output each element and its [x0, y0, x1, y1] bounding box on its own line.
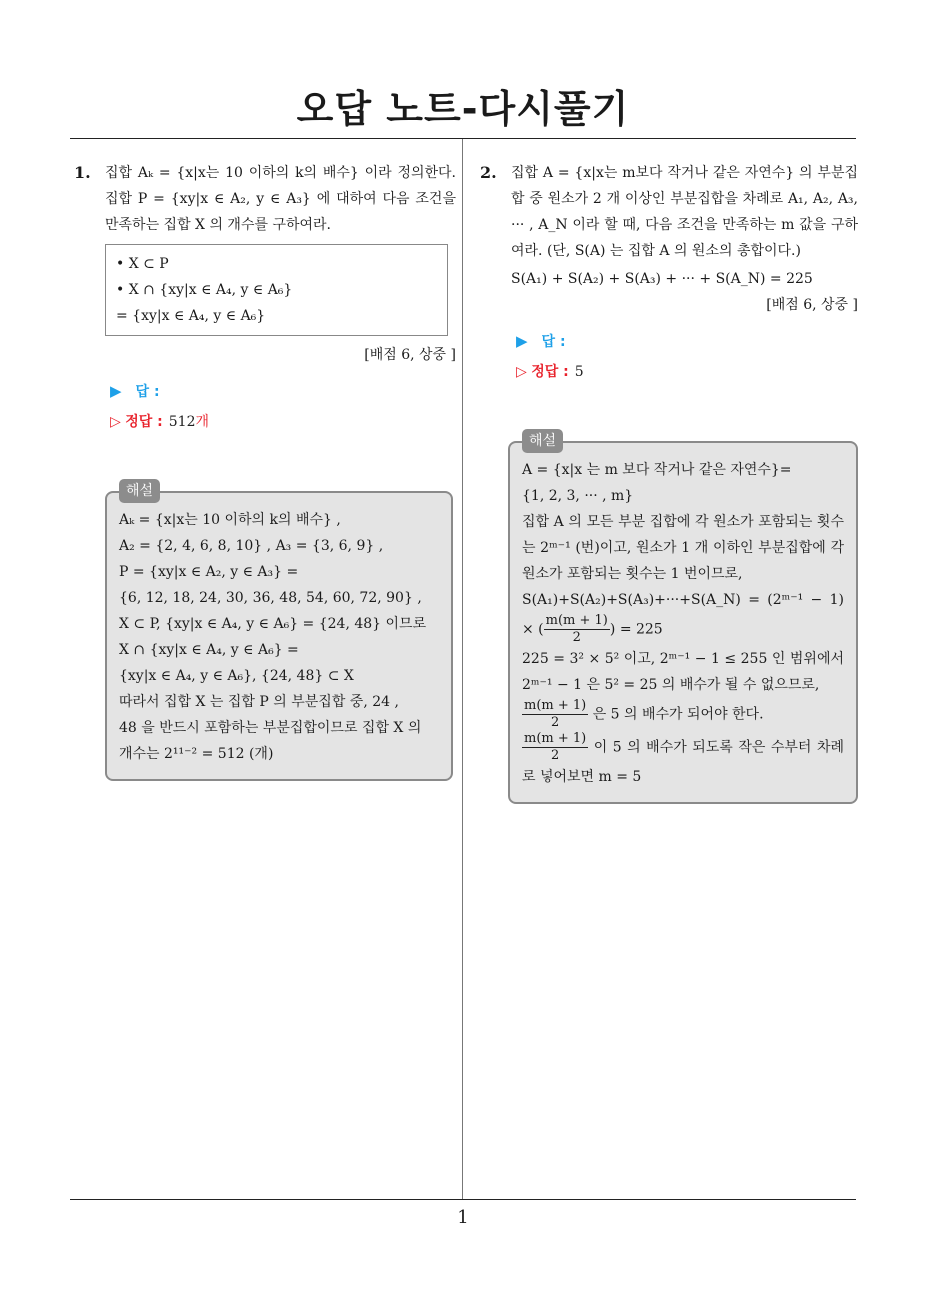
question-2 [480, 160, 858, 804]
solution-line: Aₖ = {x|x는 10 이하의 k의 배수} , [119, 512, 341, 528]
solution-line: 개수는 2¹¹⁻² = 512 (개) [119, 746, 274, 762]
correct-answer-row [110, 409, 456, 435]
question-text: 집합 Aₖ = {x|x는 10 이하의 k의 배수} 이라 정의한다. 집합 P = {xy|x ∈ A₂, y ∈ A₃} 에 대하여 다음 조건을 만족하는 집합 X 의 개수를 구하여라. [105, 165, 456, 233]
solution-text: = 225 [619, 621, 663, 638]
footer-rule [70, 1199, 856, 1200]
solution-line [522, 698, 844, 731]
solution-line: {6, 12, 18, 24, 30, 36, 48, 54, 60, 72, 90} , [119, 590, 422, 606]
fraction [522, 698, 588, 731]
fraction-numerator: m(m + 1) [524, 698, 587, 713]
correct-value: 512 [168, 414, 196, 430]
solution-line: 225 = 3² × 5² 이고, 2ᵐ⁻¹ − 1 ≤ 255 인 범위에서 2ᵐ⁻¹ − 1 은 5² = 25 의 배수가 될 수 없으므로, [522, 651, 844, 693]
solution-box [105, 483, 453, 781]
page-number: 1 [457, 1207, 469, 1228]
score-label: [배점 6, 상중 ] [364, 347, 456, 363]
solution-box [508, 433, 858, 804]
answer-label: 답 : [135, 384, 160, 400]
solution-line: X ∩ {xy|x ∈ A₄, y ∈ A₆} = [119, 642, 299, 658]
answer-row [516, 328, 858, 355]
solution-line: 48 을 반드시 포함하는 부분집합이므로 집합 X 의 [119, 720, 422, 736]
solution-text: 은 5 의 배수가 되어야 한다. [592, 706, 764, 723]
solution-line: A = {x|x 는 m 보다 작거나 같은 자연수}= [522, 462, 792, 478]
play-triangle-icon: ▶ [516, 332, 528, 350]
fraction-numerator: m(m + 1) [524, 731, 587, 746]
question-number: 1. [74, 163, 91, 182]
condition-formula: S(A₁) + S(A₂) + S(A₃) + ··· + S(A_N) = 225 [511, 271, 813, 287]
solution-tag: 해설 [522, 429, 563, 453]
solution-text: 이 5 의 배수가 되도록 작은 수부터 차례로 넣어보면 m = 5 [522, 739, 844, 785]
condition-line: • X ∩ {xy|x ∈ A₄, y ∈ A₆} [116, 282, 293, 298]
solution-line: 따라서 집합 X 는 집합 P 의 부분집합 중, 24 , [119, 694, 399, 710]
condition-box [105, 244, 448, 336]
correct-label: 정답 : [125, 414, 163, 430]
outline-triangle-icon: ▷ [110, 414, 121, 430]
fraction-denominator: 2 [550, 715, 560, 730]
correct-label: 정답 : [531, 364, 569, 380]
solution-line [522, 731, 844, 790]
column-divider [462, 139, 463, 1199]
solution-line: 집합 A 의 모든 부분 집합에 각 원소가 포함되는 횟수는 2ᵐ⁻¹ (번)이고, 원소가 1 개 이하인 부분집합에 각 원소가 포함되는 횟수는 1 번이므로, [522, 514, 844, 582]
solution-line: S(A₁)+S(A₂)+S(A₃)+···+S(A_N) = (2ᵐ⁻¹ − 1) × ( $\frac{m(m + 1)}{2}$ ) = 225 [522, 592, 844, 645]
page-title: 오답 노트-다시풀기 [296, 87, 630, 131]
score-label: [배점 6, 상중 ] [766, 297, 858, 313]
solution-line: {1, 2, 3, ··· , m} [522, 488, 634, 504]
question-text: 집합 A = {x|x는 m보다 작거나 같은 자연수} 의 부분집합 중 원소가 2 개 이상인 부분집합을 차례로 A₁, A₂, A₃, ··· , A_N 이라 할 때, 다음 조건을 만족하는 m 값을 구하여라. (단, S(A) 는 집합 A 의 원소의 총합이다.) [511, 165, 858, 259]
question-number: 2. [480, 163, 497, 182]
solution-text: S(A₁)+S(A₂)+S(A₃)+···+S(A_N) = (2ᵐ⁻¹ − 1) × [522, 592, 844, 638]
solution-line: P = {xy|x ∈ A₂, y ∈ A₃} = [119, 564, 299, 580]
solution-line: X ⊂ P, {xy|x ∈ A₄, y ∈ A₆} = {24, 48} 이므로 [119, 616, 427, 632]
answer-row [110, 378, 456, 405]
fraction [522, 731, 588, 764]
condition-line: = {xy|x ∈ A₄, y ∈ A₆} [116, 308, 266, 324]
solution-line: A₂ = {2, 4, 6, 8, 10} , A₃ = {3, 6, 9} , [119, 538, 384, 554]
answer-label: 답 : [541, 334, 566, 350]
fraction-numerator: m(m + 1) [545, 613, 608, 628]
correct-value: 5 [574, 364, 584, 380]
solution-line: {xy|x ∈ A₄, y ∈ A₆}, {24, 48} ⊂ X [119, 668, 354, 684]
correct-answer-row [516, 359, 858, 385]
fraction-denominator: 2 [572, 630, 581, 645]
fraction-denominator: 2 [550, 748, 560, 763]
fraction [544, 613, 610, 646]
condition-line: • X ⊂ P [116, 256, 169, 272]
question-1 [74, 160, 456, 781]
correct-unit: 개 [195, 414, 210, 430]
solution-tag: 해설 [119, 479, 160, 503]
header-rule [70, 138, 856, 139]
play-triangle-icon: ▶ [110, 382, 122, 400]
outline-triangle-icon: ▷ [516, 364, 527, 380]
